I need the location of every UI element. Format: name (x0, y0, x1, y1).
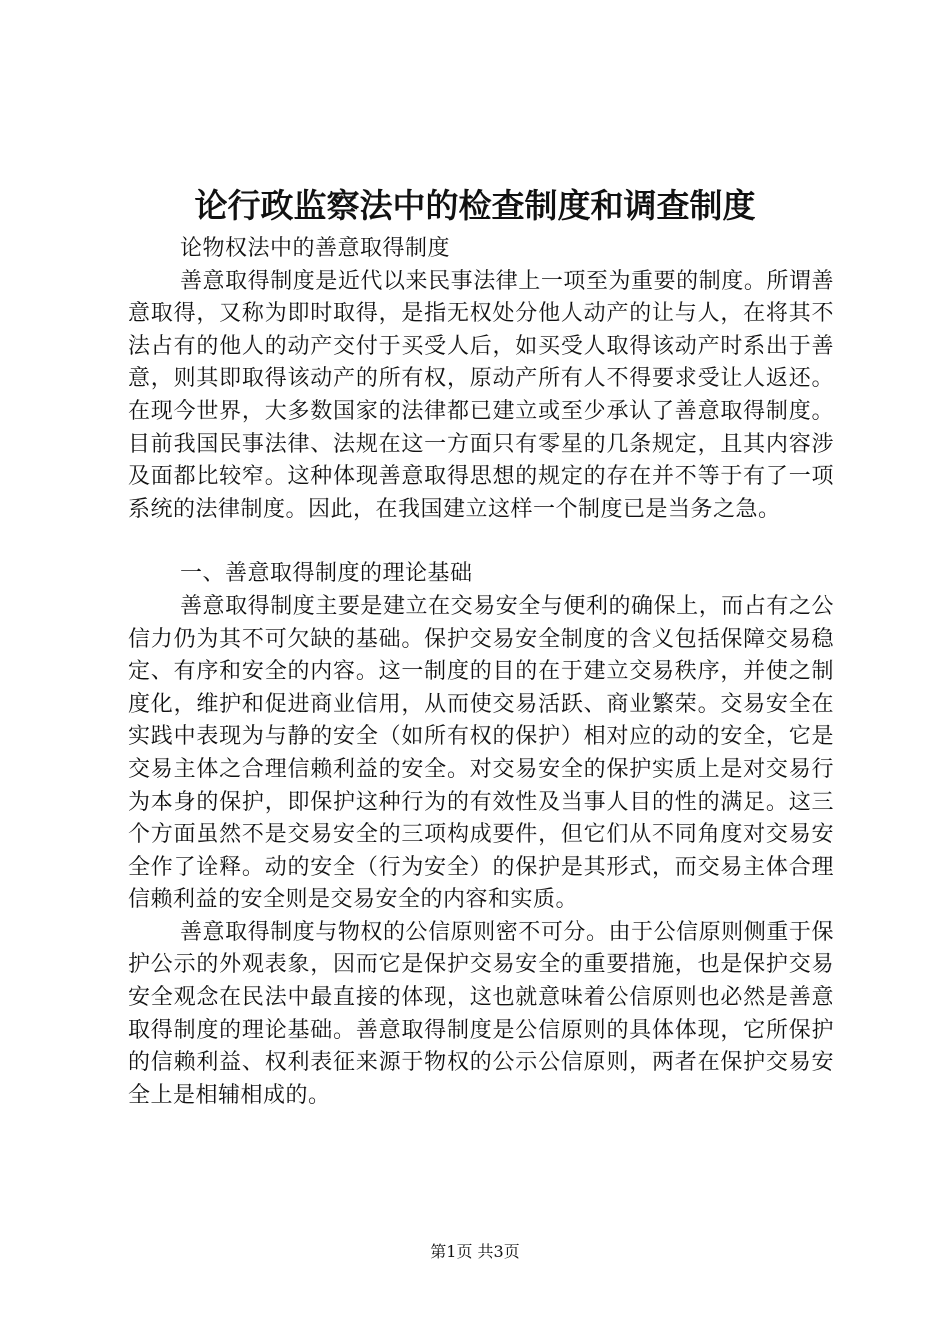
section-heading: 一、善意取得制度的理论基础 (180, 561, 473, 587)
document-body (128, 233, 834, 1112)
paragraph-public-trust: 善意取得制度与物权的公信原则密不可分。由于公信原则侧重于保护公示的外观表象，因而它是保护交易安全的重要措施，也是保护交易安全观念在民法中最直接的体现，这也就意味着公信原则也必然是善意取得制度的理论基础。善意取得制度是公信原则的具体体现，它所保护的信赖利益、权利表征来源于物权的公示公信原则，两者在保护交易安全上是相辅相成的。 (128, 919, 834, 1108)
paragraph-basis: 善意取得制度主要是建立在交易安全与便利的确保上，而占有之公信力仍为其不可欠缺的基础。保护交易安全制度的含义包括保障交易稳定、有序和安全的内容。这一制度的目的在于建立交易秩序，并使之制度化，维护和促进商业信用，从而使交易活跃、商业繁荣。交易安全在实践中表现为与静的安全（如所有权的保护）相对应的动的安全，它是交易主体之合理信赖利益的安全。对交易安全的保护实质上是对交易行为本身的保护，即保护这种行为的有效性及当事人目的性的满足。这三个方面虽然不是交易安全的三项构成要件，但它们从不同角度对交易安全作了诠释。动的安全（行为安全）的保护是其形式，而交易主体合理信赖利益的安全则是交易安全的内容和实质。 (128, 593, 834, 913)
page-number: 第1页 共3页 (430, 1242, 520, 1261)
subtitle: 论物权法中的善意取得制度 (180, 236, 451, 261)
paragraph-intro: 善意取得制度是近代以来民事法律上一项至为重要的制度。所谓善意取得，又称为即时取得，是指无权处分他人动产的让与人，在将其不法占有的他人的动产交付于买受人后，如买受人取得该动产时系出于善意，则其即取得该动产的所有权，原动产所有人不得要求受让人返还。在现今世界，大多数国家的法律都已建立或至少承认了善意取得制度。目前我国民事法律、法规在这一方面只有零星的几条规定，且其内容涉及面都比较窄。这种体现善意取得思想的规定的存在并不等于有了一项系统的法律制度。因此，在我国建立这样一个制度已是当务之急。 (128, 268, 834, 522)
document-title: 论行政监察法中的检查制度和调查制度 (194, 186, 756, 225)
